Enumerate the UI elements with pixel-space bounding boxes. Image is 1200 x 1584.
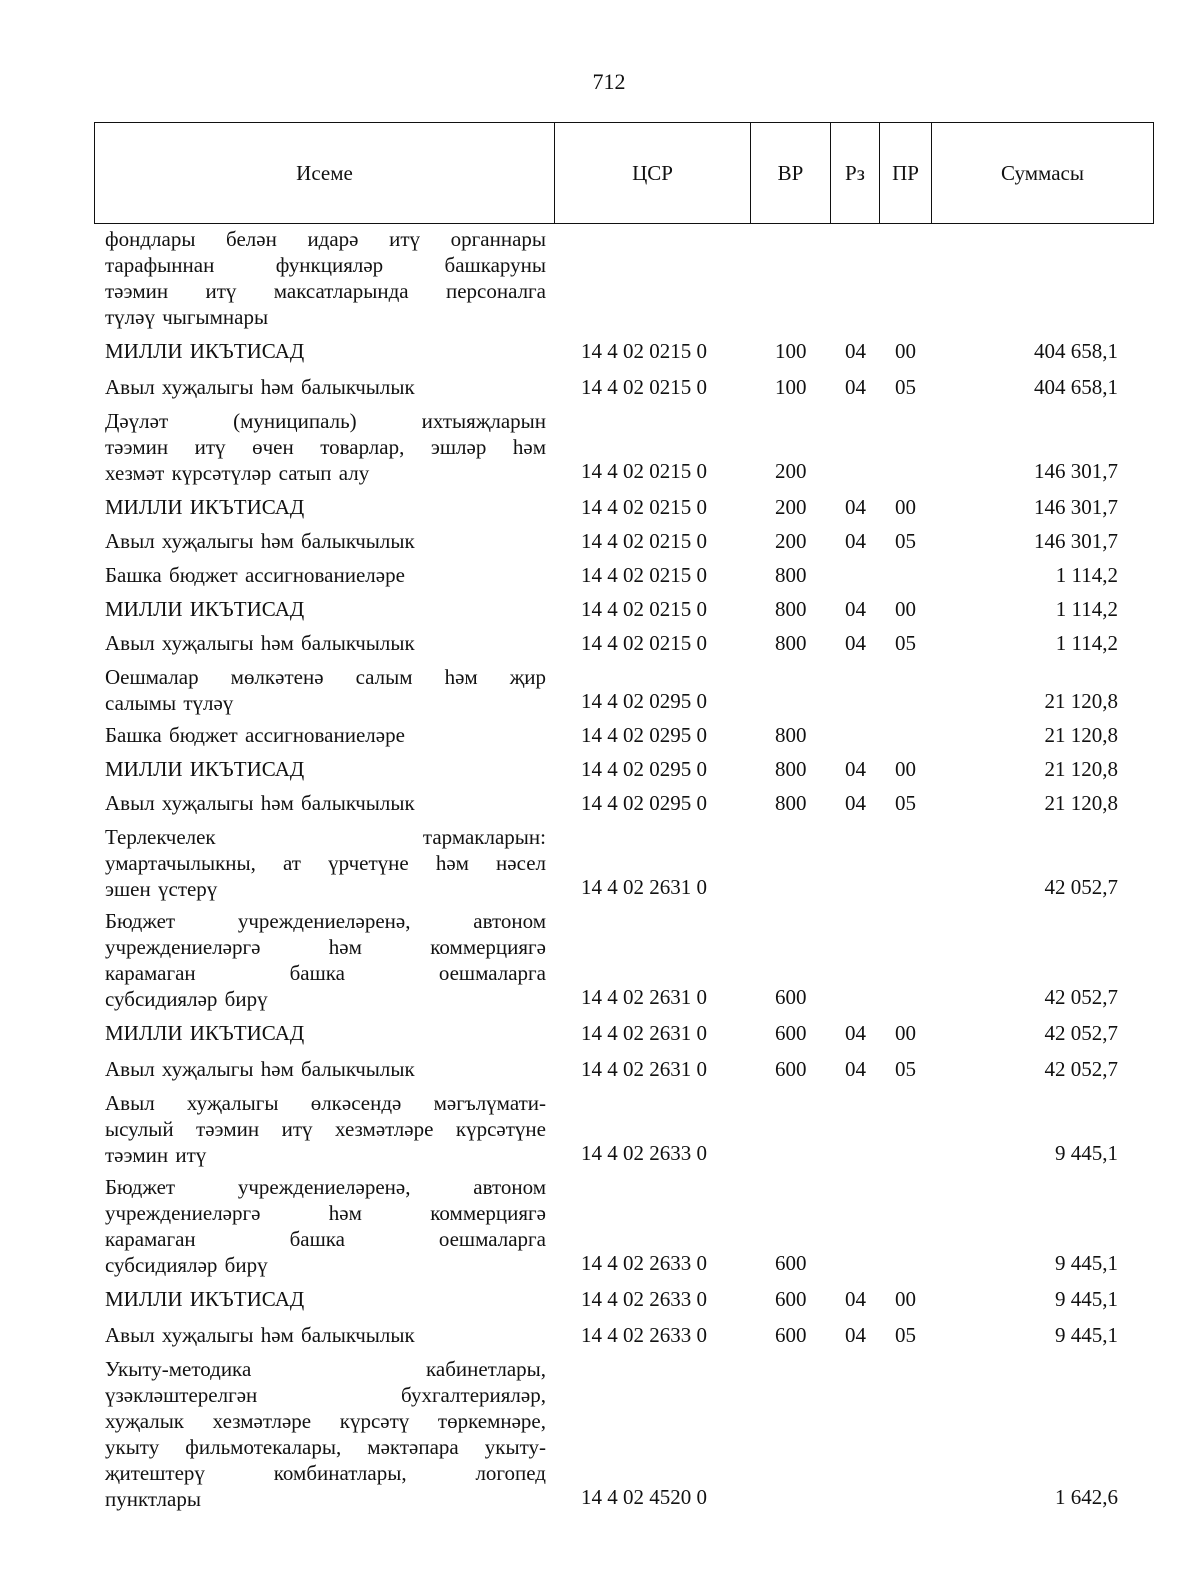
row-name-line: умартачылыкны, ат үрчетүне һәм нәсел	[105, 851, 546, 875]
row-name-line: Башка бюджет ассигнованиеләре	[105, 723, 405, 747]
row-rz: 04	[845, 1021, 866, 1045]
row-pr: 00	[895, 597, 916, 621]
table-row	[0, 1284, 1200, 1314]
row-vr: 800	[775, 757, 807, 781]
row-vr: 800	[775, 791, 807, 815]
row-name	[105, 720, 546, 750]
row-sum: 9 445,1	[1055, 1141, 1118, 1165]
row-rz: 04	[845, 1323, 866, 1347]
row-name	[105, 408, 546, 486]
row-rz: 04	[845, 529, 866, 553]
row-sum: 1 114,2	[1055, 563, 1118, 587]
row-name-line: тәэмин итү өчен товарлар, эшләр һәм	[105, 435, 546, 459]
row-name-line: фондлары белән идарә итү органнары	[105, 227, 546, 251]
row-name-line: МИЛЛИ ИКЪТИСАД	[105, 495, 305, 519]
row-name	[105, 1284, 546, 1314]
row-name	[105, 1174, 546, 1278]
page-number: 712	[592, 69, 626, 94]
row-csr: 14 4 02 2633 0	[581, 1323, 707, 1347]
header-pr: ПР	[880, 123, 932, 223]
row-rz: 04	[845, 1057, 866, 1081]
row-sum: 42 052,7	[1044, 985, 1118, 1009]
row-name	[105, 226, 546, 330]
row-csr: 14 4 02 0215 0	[581, 339, 707, 363]
row-csr: 14 4 02 0295 0	[581, 791, 707, 815]
table-row	[0, 824, 1200, 902]
row-name-line: карамаган башка оешмаларга	[105, 961, 546, 985]
row-sum: 21 120,8	[1044, 791, 1118, 815]
row-name-line: Авыл хуҗалыгы һәм балыкчылык	[105, 1323, 415, 1347]
row-csr: 14 4 02 0215 0	[581, 375, 707, 399]
row-pr: 05	[895, 375, 916, 399]
row-pr: 05	[895, 529, 916, 553]
header-sum: Суммасы	[1001, 160, 1084, 185]
table-row	[0, 526, 1200, 556]
table-row	[0, 594, 1200, 624]
table-row	[0, 1090, 1200, 1168]
table-row	[0, 336, 1200, 366]
row-sum: 146 301,7	[1034, 529, 1118, 553]
row-csr: 14 4 02 2631 0	[581, 985, 707, 1009]
row-csr: 14 4 02 0215 0	[581, 597, 707, 621]
row-sum: 21 120,8	[1044, 757, 1118, 781]
row-pr: 00	[895, 757, 916, 781]
row-name-line: МИЛЛИ ИКЪТИСАД	[105, 597, 305, 621]
table-row	[0, 1174, 1200, 1278]
row-name	[105, 372, 546, 402]
row-name-line: Бюджет учреждениеләренә, автоном	[105, 1175, 546, 1199]
row-vr: 200	[775, 495, 807, 519]
row-name-line: җитештерү комбинатлары, логопед	[105, 1461, 546, 1485]
row-vr: 100	[775, 375, 807, 399]
row-name-line: учреждениеләргә һәм коммерциягә	[105, 935, 546, 959]
row-vr: 800	[775, 597, 807, 621]
row-csr: 14 4 02 2633 0	[581, 1141, 707, 1165]
table-row	[0, 628, 1200, 658]
row-name-line: ысулый тәэмин итү хезмәтләре күрсәтүне	[105, 1117, 546, 1141]
table-row	[0, 1320, 1200, 1350]
row-vr: 100	[775, 339, 807, 363]
row-rz: 04	[845, 791, 866, 815]
row-vr: 200	[775, 529, 807, 553]
row-csr: 14 4 02 4520 0	[581, 1485, 707, 1509]
row-name-line: үзәкләштерелгән бухгалтерияләр,	[105, 1383, 546, 1407]
row-name-line: эшен үстерү	[105, 877, 218, 901]
table-row	[0, 372, 1200, 402]
row-vr: 800	[775, 723, 807, 747]
row-pr: 00	[895, 1021, 916, 1045]
header-name: Исеме	[95, 123, 555, 223]
row-name	[105, 824, 546, 902]
row-sum: 21 120,8	[1044, 723, 1118, 747]
row-sum: 146 301,7	[1034, 495, 1118, 519]
row-sum: 404 658,1	[1034, 375, 1118, 399]
row-name	[105, 664, 546, 716]
row-name	[105, 788, 546, 818]
row-name	[105, 1054, 546, 1084]
row-csr: 14 4 02 2633 0	[581, 1287, 707, 1311]
table-row	[0, 1018, 1200, 1048]
row-rz: 04	[845, 495, 866, 519]
row-sum: 21 120,8	[1044, 689, 1118, 713]
row-sum: 42 052,7	[1044, 875, 1118, 899]
row-name-line: тәэмин итү максатларында персоналга	[105, 279, 546, 303]
row-vr: 600	[775, 1251, 807, 1275]
row-name-line: Авыл хуҗалыгы һәм балыкчылык	[105, 1057, 415, 1081]
row-name	[105, 1090, 546, 1168]
row-name-line: МИЛЛИ ИКЪТИСАД	[105, 757, 305, 781]
row-csr: 14 4 02 0215 0	[581, 563, 707, 587]
row-csr: 14 4 02 0295 0	[581, 689, 707, 713]
row-sum: 42 052,7	[1044, 1021, 1118, 1045]
table-row	[0, 492, 1200, 522]
row-rz: 04	[845, 375, 866, 399]
row-sum: 9 445,1	[1055, 1323, 1118, 1347]
table-row	[0, 226, 1200, 330]
row-name-line: хуҗалык хезмәтләре күрсәтү төркемнәре,	[105, 1409, 546, 1433]
row-name-line: Укыту-методика кабинетлары,	[105, 1357, 546, 1381]
row-pr: 05	[895, 631, 916, 655]
table-row	[0, 720, 1200, 750]
row-vr: 600	[775, 1287, 807, 1311]
header-vr: ВР	[751, 123, 831, 223]
row-sum: 1 114,2	[1055, 631, 1118, 655]
row-name	[105, 1320, 546, 1350]
row-name	[105, 908, 546, 1012]
row-name-line: түләү чыгымнары	[105, 305, 269, 329]
row-csr: 14 4 02 2633 0	[581, 1251, 707, 1275]
table-row	[0, 908, 1200, 1012]
row-pr: 00	[895, 495, 916, 519]
row-sum: 9 445,1	[1055, 1251, 1118, 1275]
row-name-line: Авыл хуҗалыгы һәм балыкчылык	[105, 529, 415, 553]
row-name	[105, 526, 546, 556]
row-sum: 42 052,7	[1044, 1057, 1118, 1081]
row-name	[105, 560, 546, 590]
row-name	[105, 1356, 546, 1512]
row-name-line: хезмәт күрсәтүләр сатып алу	[105, 461, 370, 485]
row-pr: 00	[895, 339, 916, 363]
row-name	[105, 754, 546, 784]
row-name-line: субсидияләр бирү	[105, 987, 268, 1011]
row-sum: 146 301,7	[1034, 459, 1118, 483]
header-csr: ЦСР	[555, 123, 751, 223]
row-csr: 14 4 02 2631 0	[581, 1057, 707, 1081]
row-rz: 04	[845, 757, 866, 781]
row-name-line: Авыл хуҗалыгы өлкәсендә мәгълүмати-	[105, 1091, 546, 1115]
row-name-line: салымы түләү	[105, 691, 234, 715]
row-csr: 14 4 02 0215 0	[581, 631, 707, 655]
row-pr: 05	[895, 1057, 916, 1081]
row-pr: 05	[895, 1323, 916, 1347]
row-name-line: карамаган башка оешмаларга	[105, 1227, 546, 1251]
row-name-line: учреждениеләргә һәм коммерциягә	[105, 1201, 546, 1225]
row-name-line: Авыл хуҗалыгы һәм балыкчылык	[105, 791, 415, 815]
table-row	[0, 1054, 1200, 1084]
row-csr: 14 4 02 2631 0	[581, 875, 707, 899]
row-name-line: укыту фильмотекалары, мәктәпара укыту-	[105, 1435, 546, 1459]
table-row	[0, 754, 1200, 784]
table-row	[0, 664, 1200, 716]
row-name-line: Оешмалар мөлкәтенә салым һәм җир	[105, 665, 546, 689]
row-sum: 404 658,1	[1034, 339, 1118, 363]
row-name-line: тәэмин итү	[105, 1143, 207, 1167]
row-name-line: МИЛЛИ ИКЪТИСАД	[105, 1287, 305, 1311]
row-vr: 600	[775, 1021, 807, 1045]
row-csr: 14 4 02 0215 0	[581, 529, 707, 553]
row-sum: 1 642,6	[1055, 1485, 1118, 1509]
row-csr: 14 4 02 0215 0	[581, 459, 707, 483]
row-vr: 200	[775, 459, 807, 483]
row-name-line: тарафыннан функцияләр башкаруны	[105, 253, 546, 277]
row-sum: 1 114,2	[1055, 597, 1118, 621]
row-vr: 800	[775, 563, 807, 587]
row-name	[105, 628, 546, 658]
table-row	[0, 408, 1200, 486]
table-header	[94, 122, 1154, 224]
row-name-line: Терлекчелек тармакларын:	[105, 825, 546, 849]
row-name	[105, 336, 546, 366]
row-name-line: Башка бюджет ассигнованиеләре	[105, 563, 405, 587]
row-vr: 600	[775, 1057, 807, 1081]
row-name	[105, 1018, 546, 1048]
row-name-line: субсидияләр бирү	[105, 1253, 268, 1277]
row-pr: 05	[895, 791, 916, 815]
row-csr: 14 4 02 0295 0	[581, 757, 707, 781]
row-rz: 04	[845, 631, 866, 655]
row-vr: 600	[775, 985, 807, 1009]
row-name-line: Бюджет учреждениеләренә, автоном	[105, 909, 546, 933]
row-csr: 14 4 02 0215 0	[581, 495, 707, 519]
table-row	[0, 560, 1200, 590]
row-sum: 9 445,1	[1055, 1287, 1118, 1311]
row-csr: 14 4 02 0295 0	[581, 723, 707, 747]
row-rz: 04	[845, 597, 866, 621]
row-vr: 800	[775, 631, 807, 655]
row-rz: 04	[845, 339, 866, 363]
row-name-line: Авыл хуҗалыгы һәм балыкчылык	[105, 375, 415, 399]
table-row	[0, 788, 1200, 818]
row-pr: 00	[895, 1287, 916, 1311]
table-row	[0, 1356, 1200, 1512]
row-name	[105, 594, 546, 624]
row-rz: 04	[845, 1287, 866, 1311]
header-rz: Рз	[831, 123, 880, 223]
row-name-line: МИЛЛИ ИКЪТИСАД	[105, 339, 305, 363]
row-name-line: МИЛЛИ ИКЪТИСАД	[105, 1021, 305, 1045]
row-name-line: Авыл хуҗалыгы һәм балыкчылык	[105, 631, 415, 655]
row-vr: 600	[775, 1323, 807, 1347]
table-body	[0, 226, 1200, 1512]
row-name-line: Дәүләт (муниципаль) ихтыяҗларын	[105, 409, 546, 433]
row-csr: 14 4 02 2631 0	[581, 1021, 707, 1045]
row-name	[105, 492, 546, 522]
row-name-line: пунктлары	[105, 1487, 201, 1511]
